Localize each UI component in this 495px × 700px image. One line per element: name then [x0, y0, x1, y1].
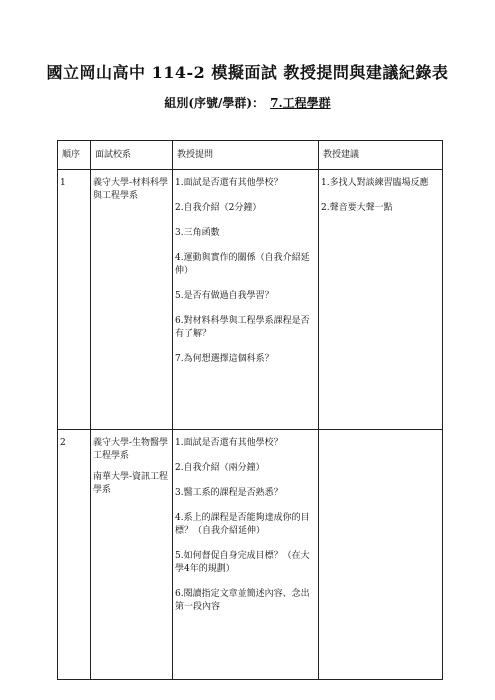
header-questions: 教授提問	[173, 141, 319, 170]
department-item: 義守大學-材料科學與工程學系	[93, 178, 169, 201]
group-line	[0, 94, 495, 111]
header-order: 順序	[58, 141, 91, 170]
question-item: 1.面試是否還有其他學校？	[175, 178, 283, 188]
question-item: 7.為何想選擇這個科系？	[175, 354, 274, 364]
question-item: 6.閱讀指定文章並簡述內容、念出第一段內容	[175, 589, 310, 612]
question-item: 3.三角函數	[175, 228, 220, 238]
question-item: 5.如何督促自身完成目標？（在大學4年的規劃）	[175, 551, 310, 574]
suggestions-cell	[319, 170, 443, 430]
order-cell: 1	[58, 170, 91, 430]
department-cell	[91, 170, 173, 430]
question-item: 4.運動與實作的關係（自我介紹延伸）	[175, 253, 310, 276]
order-cell: 2	[58, 430, 91, 680]
department-item: 義守大學-生物醫學工程學系	[93, 438, 169, 461]
header-department: 面試校系	[91, 141, 173, 170]
question-item: 4.系上的課程是否能夠達成你的目標？（自我介紹延伸）	[175, 513, 310, 536]
department-item: 南華大學-資訊工程學系	[93, 472, 169, 495]
record-table	[57, 140, 443, 680]
suggestion-item: 1.多找人對談練習臨場反應	[321, 178, 429, 188]
table-row	[58, 430, 443, 680]
group-label: 組別(序號/學群)：	[164, 96, 265, 110]
question-item: 5.是否有做過自我學習？	[175, 291, 274, 301]
question-item: 2.自我介紹（2分鐘）	[175, 203, 262, 213]
suggestions-cell	[319, 430, 443, 680]
group-value: 7.工程學群	[270, 96, 331, 110]
table-header-row	[58, 141, 443, 170]
question-item: 3.醫工系的課程是否熟悉？	[175, 488, 283, 498]
question-item: 1.面試是否還有其他學校？	[175, 438, 283, 448]
question-item: 6.對材料科學與工程學系課程是否有了解？	[175, 316, 310, 339]
question-item: 2.自我介紹（兩分鐘）	[175, 463, 265, 473]
questions-cell	[173, 170, 319, 430]
document-title: 國立岡山高中 114-2 模擬面試 教授提問與建議紀錄表	[46, 63, 449, 82]
suggestion-item: 2.聲音要大聲一點	[321, 203, 393, 213]
questions-cell	[173, 430, 319, 680]
department-cell	[91, 430, 173, 680]
table-row	[58, 170, 443, 430]
header-suggestions: 教授建議	[319, 141, 443, 170]
